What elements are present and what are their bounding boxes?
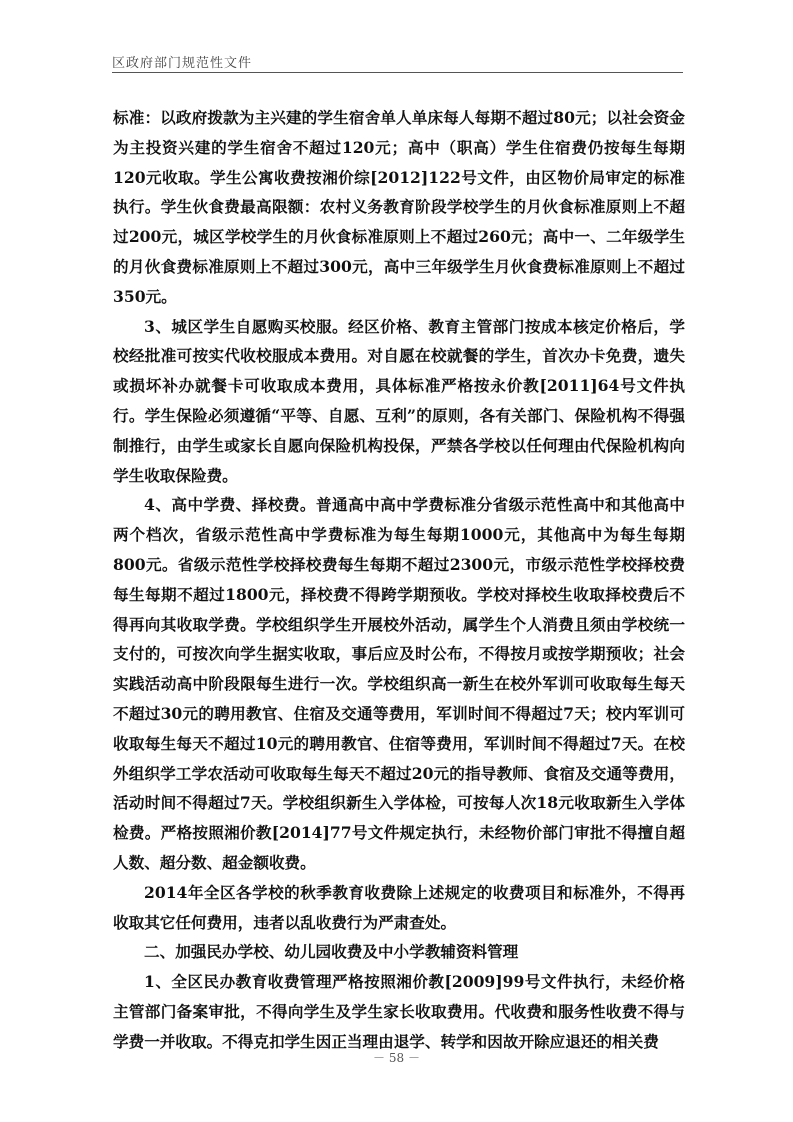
document-header: 区政府部门规范性文件 [112, 56, 253, 71]
paragraph-private-school-fees: 1、全区民办教育收费管理严格按照湘价教[2009]99号文件执行，未经价格主管部门备案审批，不得向学生及学生家长收取费用。代收费和服务性收费不得与学费一并收取。不得克扣学生因正当理由退学、转学和因故开除应退还的相关费 [113, 972, 685, 1051]
section-heading: 二、加强民办学校、幼儿园收费及中小学教辅资料管理 [144, 942, 519, 962]
page-number: － 58 － [373, 1051, 420, 1065]
document-body [113, 103, 685, 1057]
paragraph-fees-standard: 标准：以政府拨款为主兴建的学生宿舍单人单床每人每期不超过80元；以社会资金为主投资兴建的学生宿舍不超过120元；高中（职高）学生住宿费仍按每生每期120元收取。学生公寓收费按湘价综[2012]122号文件，由区物价局审定的标准执行。学生伙食费最高限额：农村义务教育阶段学校学生的月伙食标准原则上不超过200元，城区学校学生的月伙食标准原则上不超过260元；高中一、二年级学生的月伙食费标准原则上不超过300元，高中三年级学生月伙食费标准原则上不超过350元。 [113, 108, 685, 306]
paragraph-uniforms-insurance: 3、城区学生自愿购买校服。经区价格、教育主管部门按成本核定价格后，学校经批准可按实代收校服成本费用。对自愿在校就餐的学生，首次办卡免费，遗失或损坏补办就餐卡可收取成本费用，具体标准严格按永价教[2011]64号文件执行。学生保险必须遵循“平等、自愿、互利”的原则，各有关部门、保险机构不得强制推行，由学生或家长自愿向保险机构投保，严禁各学校以任何理由代保险机构向学生收取保险费。 [113, 316, 685, 485]
paragraph-high-school-tuition: 4、高中学费、择校费。普通高中高中学费标准分省级示范性高中和其他高中两个档次，省级示范性高中学费标准为每生每期1000元，其他高中为每生每期800元。省级示范性学校择校费每生每期不超过2300元，市级示范性学校择校费每生每期不超过1800元，择校费不得跨学期预收。学校对择校生收取择校费后不得再向其收取学费。学校组织学生开展校外活动，属学生个人消费且须由学校统一支付的，可按次向学生据实收取，事后应及时公布，不得按月或按学期预收；社会实践活动高中阶段限每生进行一次。学校组织高一新生在校外军训可收取每生每天不超过30元的聘用教官、住宿及交通等费用，军训时间不得超过7天；校内军训可收取每生每天不超过10元的聘用教官、住宿等费用，军训时间不得超过7天。在校外组织学工学农活动可收取每生每天不超过20元的指导教师、食宿及交通等费用，活动时间不得超过7天。学校组织新生入学体检，可按每人次18元收取新生入学体检费。严格按照湘价教[2014]77号文件规定执行，未经物价部门审批不得擅自超人数、超分数、超金额收费。 [113, 495, 685, 872]
header-divider [112, 72, 683, 73]
paragraph-autumn-fees: 2014年全区各学校的秋季教育收费除上述规定的收费项目和标准外，不得再收取其它任何费用，违者以乱收费行为严肃查处。 [113, 882, 685, 932]
